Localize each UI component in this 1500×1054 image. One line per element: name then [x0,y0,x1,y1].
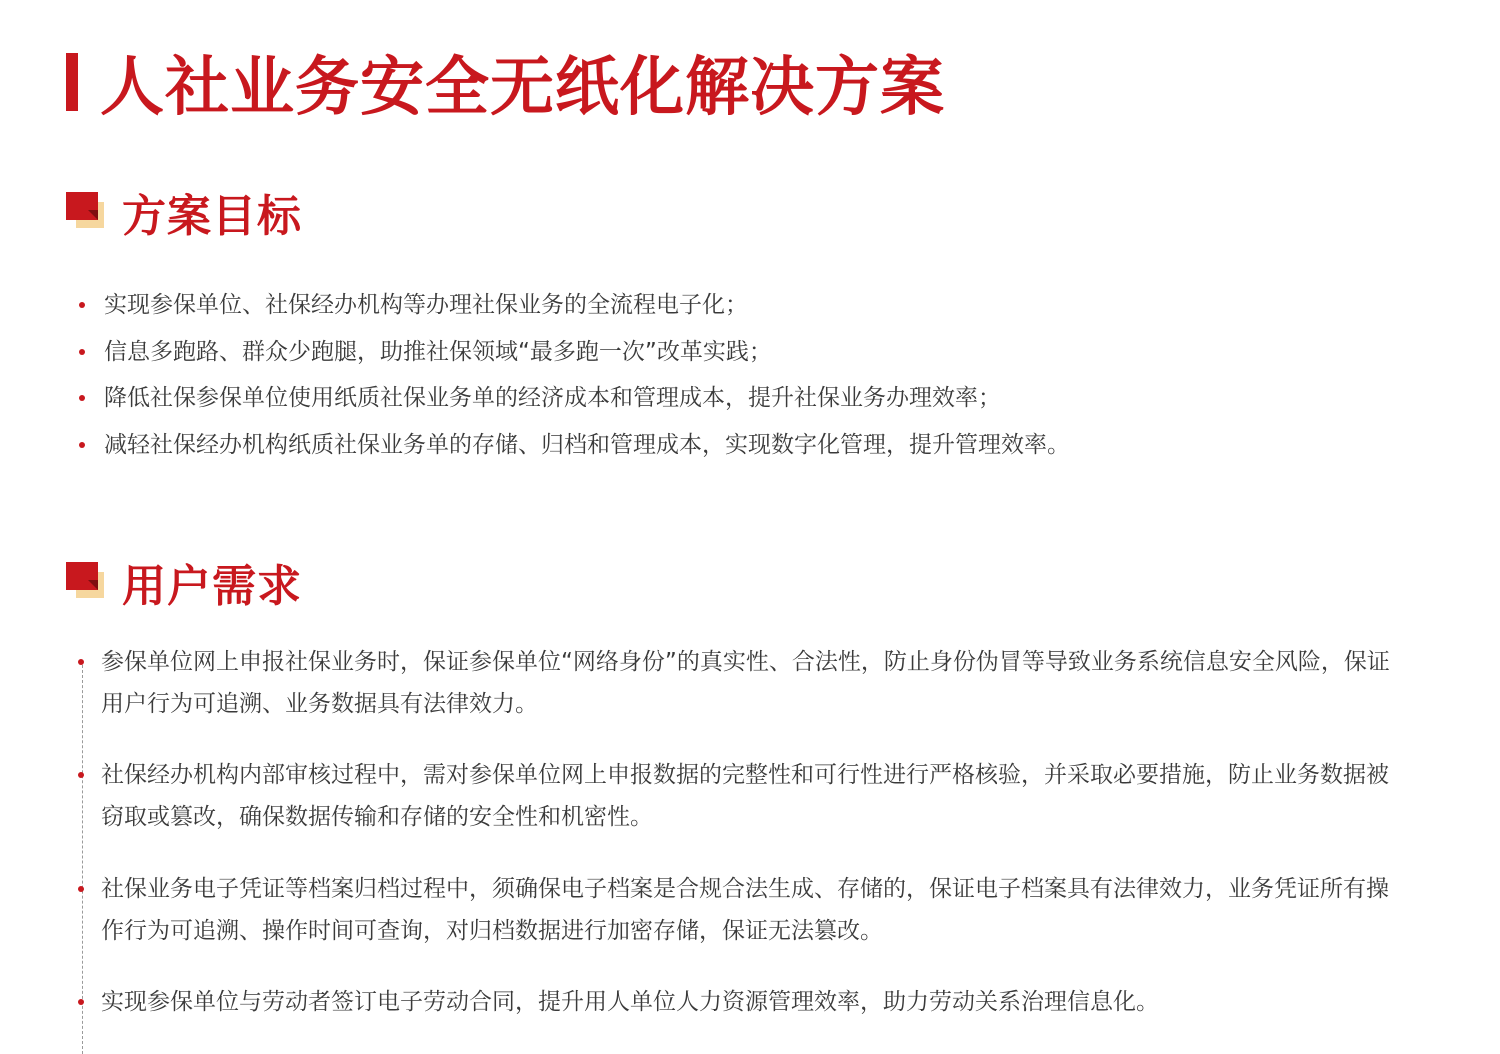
bullet-dot-icon [78,999,84,1005]
list-item [76,287,1070,334]
page-title-text: 人社业务安全无纸化解决方案 [100,51,945,125]
title-accent-bar [66,53,78,111]
bullet-dot-icon [79,442,85,448]
page-title [66,44,945,125]
need-text: 社保业务电子凭证等档案归档过程中，须确保电子档案是合规合法生成、存储的，保证电子档案具有法律效力，业务凭证所有操作行为可追溯、操作时间可查询，对归档数据进行加密存储，保证无法篡改。 [101,876,1389,944]
need-text: 实现参保单位与劳动者签订电子劳动合同，提升用人单位人力资源管理效率，助力劳动关系治理信息化。 [101,989,1159,1015]
list-item [101,981,1391,1023]
section-title-goals: 方案目标 [122,191,302,242]
section-heading-goals [66,180,302,244]
folder-corner-icon [66,192,106,232]
bullet-dot-icon [79,302,85,308]
list-item [76,427,1070,474]
goal-text: 信息多跑路、群众少跑腿，助推社保领域“最多跑一次”改革实践； [104,338,772,365]
list-item [101,868,1391,952]
need-text: 参保单位网上申报社保业务时，保证参保单位“网络身份”的真实性、合法性，防止身份伪冒等导致业务系统信息安全风险，保证用户行为可追溯、业务数据具有法律效力。 [101,649,1390,717]
list-item [76,334,1070,381]
list-item [101,754,1391,838]
list-item [76,380,1070,427]
goal-text: 降低社保参保单位使用纸质社保业务单的经济成本和管理成本，提升社保业务办理效率； [104,385,1001,411]
folder-corner-icon [66,562,106,602]
needs-timeline-line [82,660,83,1054]
section-title-needs: 用户需求 [122,561,302,612]
goal-text: 减轻社保经办机构纸质社保业务单的存储、归档和管理成本，实现数字化管理，提升管理效率。 [104,431,1070,458]
bullet-dot-icon [79,349,85,355]
bullet-dot-icon [78,886,84,892]
goal-text: 实现参保单位、社保经办机构等办理社保业务的全流程电子化； [104,292,748,318]
bullet-dot-icon [79,395,85,401]
section-heading-needs [66,550,302,614]
list-item [101,641,1391,725]
goal-list [76,287,1070,473]
bullet-dot-icon [78,772,84,778]
need-text: 社保经办机构内部审核过程中，需对参保单位网上申报数据的完整性和可行性进行严格核验，并采取必要措施，防止业务数据被窃取或篡改，确保数据传输和存储的安全性和机密性。 [101,762,1389,830]
bullet-dot-icon [78,659,84,665]
